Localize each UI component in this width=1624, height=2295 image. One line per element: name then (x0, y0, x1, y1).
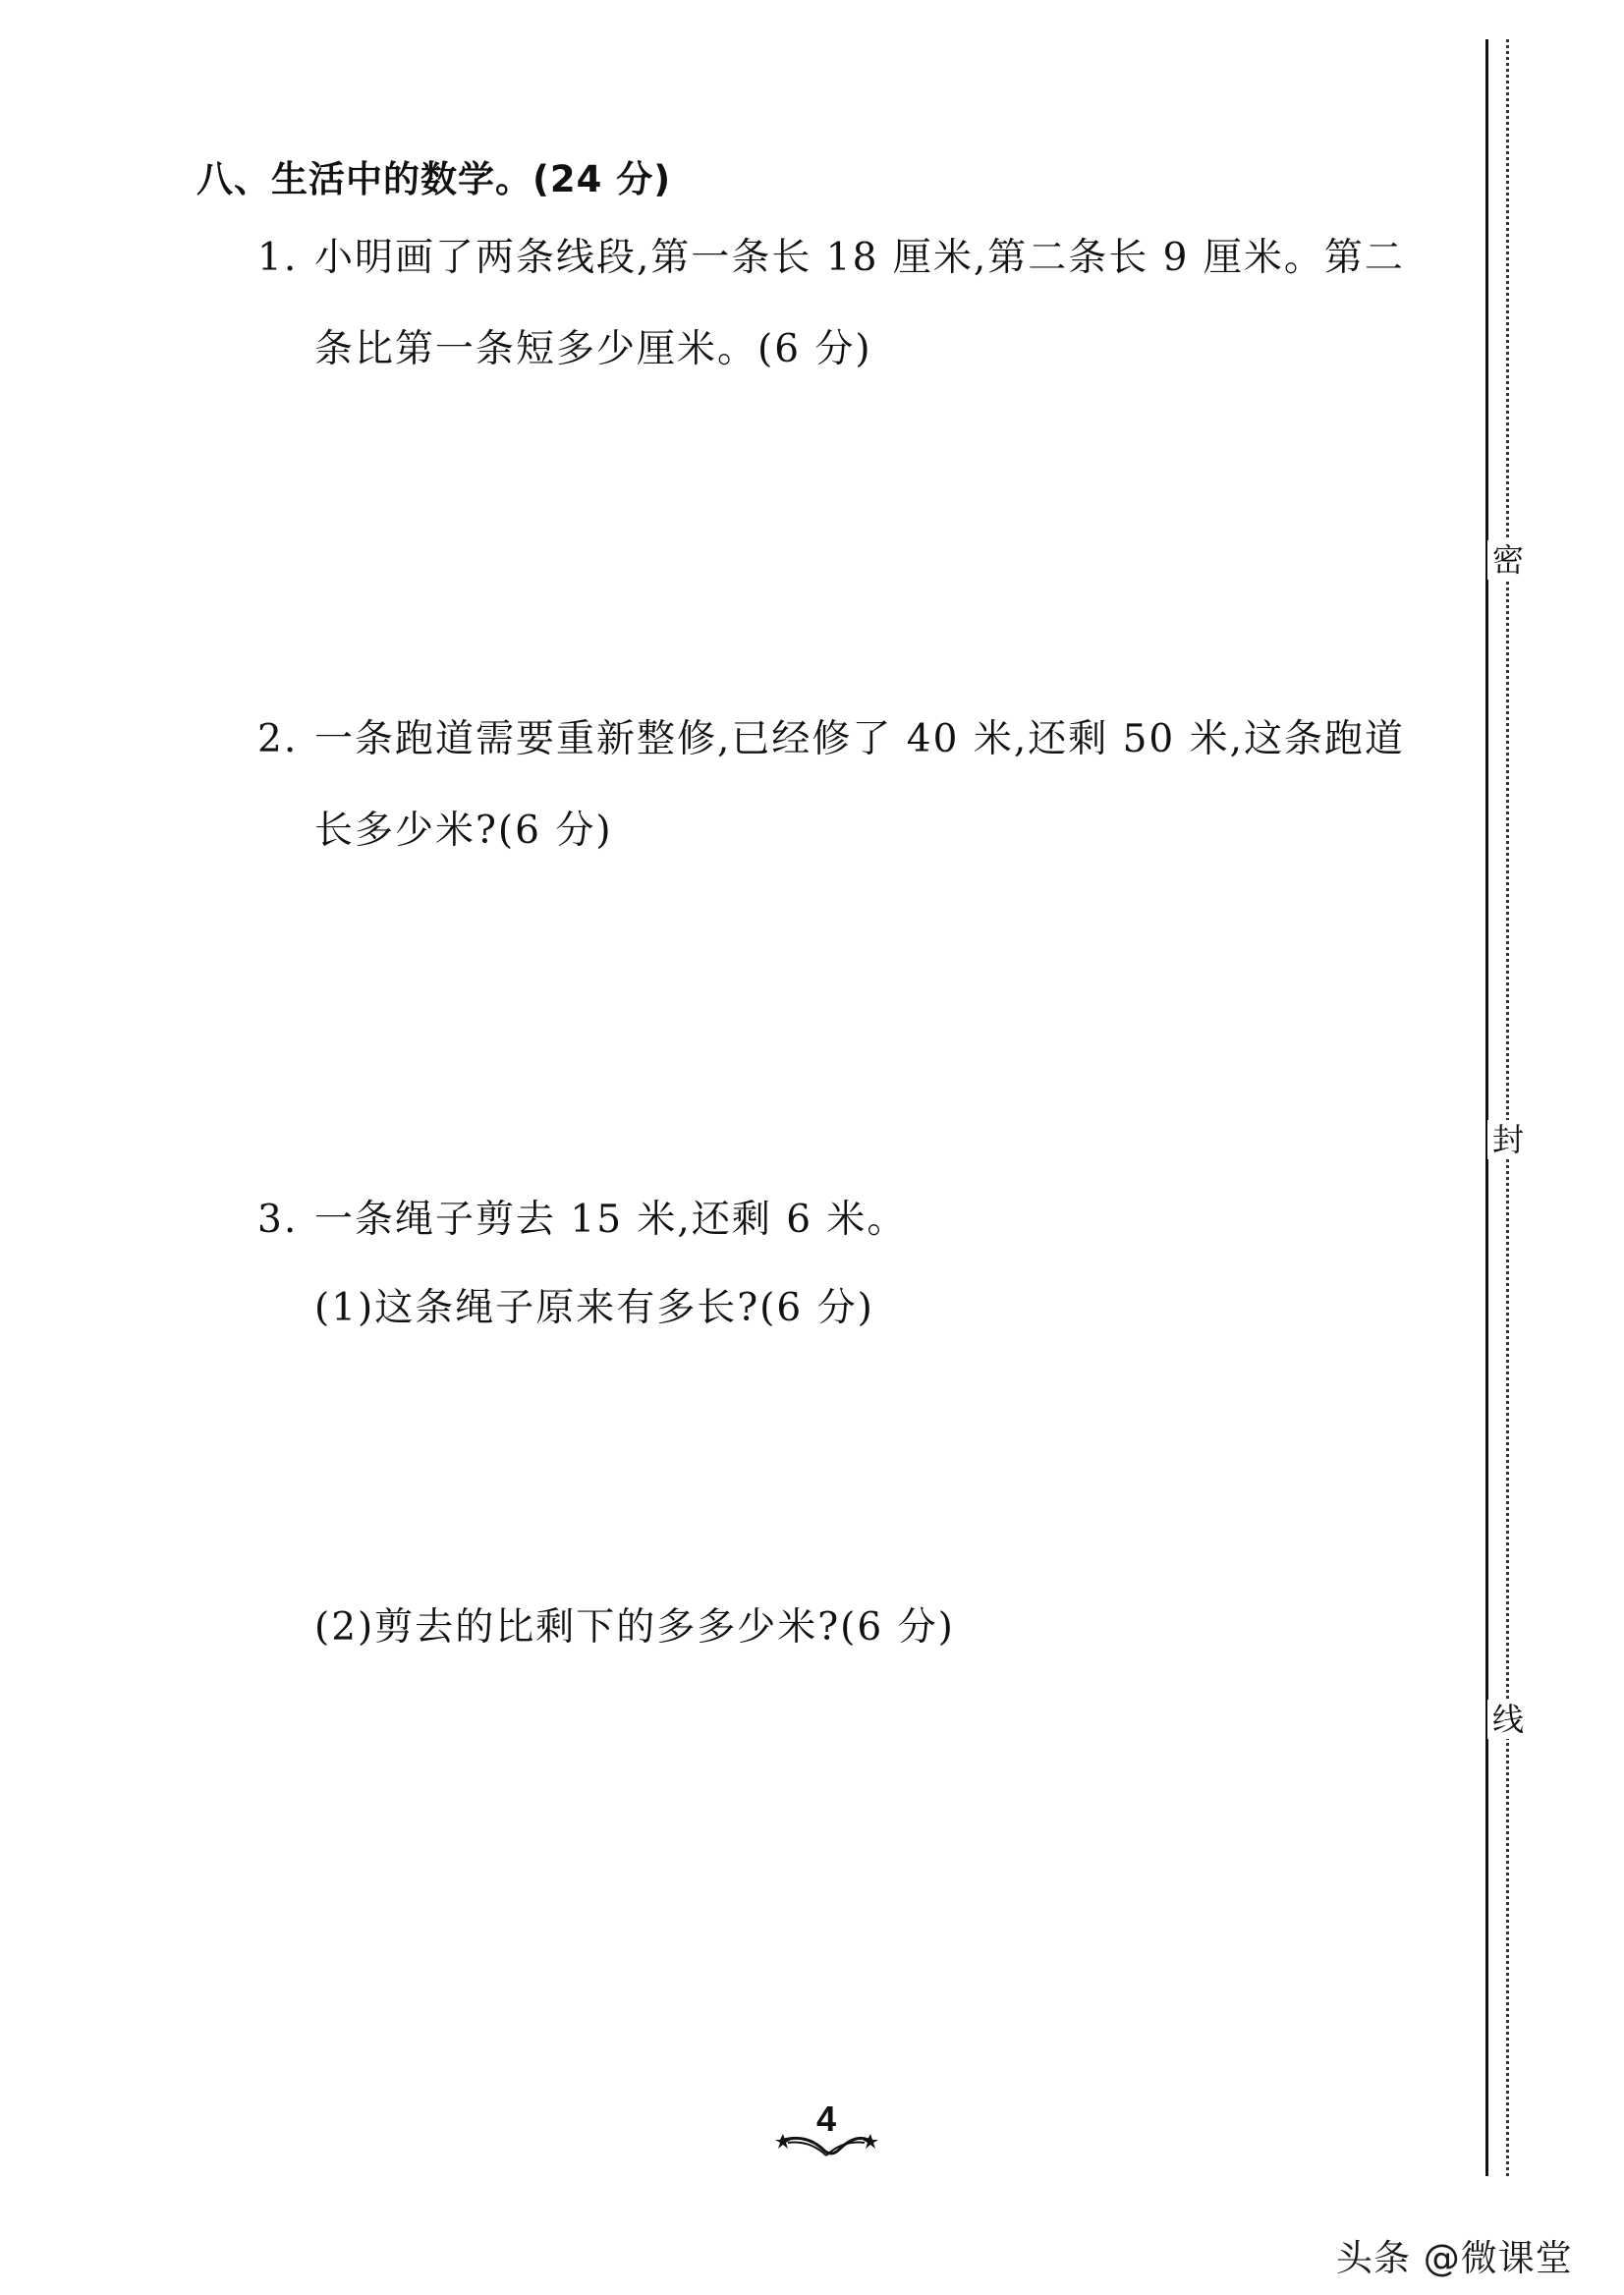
binding-mark-xian: 线 (1487, 1700, 1529, 1739)
question-3-part-1: (1)这条绳子原来有多长?(6 分) (314, 1286, 874, 1330)
page-number-text: 4 (815, 2099, 837, 2139)
question-number: 2. (257, 717, 299, 761)
question-3 (257, 1174, 907, 1265)
question-2 (257, 694, 1405, 876)
binding-dotted-rule (1506, 39, 1509, 2176)
question-text-line1: 一条绳子剪去 15 米,还剩 6 米。 (314, 1198, 908, 1242)
binding-line (1474, 39, 1533, 2176)
binding-mark-mi: 密 (1487, 540, 1529, 580)
question-text-line2: 条比第一条短多少厘米。(6 分) (314, 327, 872, 371)
question-1 (257, 212, 1405, 395)
watermark: 头条 @微课堂 (1336, 2237, 1573, 2279)
binding-mark-feng: 封 (1487, 1120, 1529, 1159)
question-text-line1: 一条跑道需要重新整修,已经修了 40 米,还剩 50 米,这条跑道 (314, 717, 1406, 761)
question-number: 3. (257, 1198, 299, 1242)
question-text-line1: 小明画了两条线段,第一条长 18 厘米,第二条长 9 厘米。第二 (314, 236, 1405, 280)
question-text-line2: 长多少米?(6 分) (314, 809, 613, 853)
section-heading: 八、生活中的数学。(24 分) (196, 158, 672, 200)
binding-solid-rule (1485, 39, 1488, 2176)
page-number (772, 2099, 880, 2167)
question-3-part-2: (2)剪去的比剩下的多多少米?(6 分) (314, 1605, 955, 1650)
page-ornament-icon (772, 2128, 880, 2167)
question-number: 1. (257, 236, 299, 280)
